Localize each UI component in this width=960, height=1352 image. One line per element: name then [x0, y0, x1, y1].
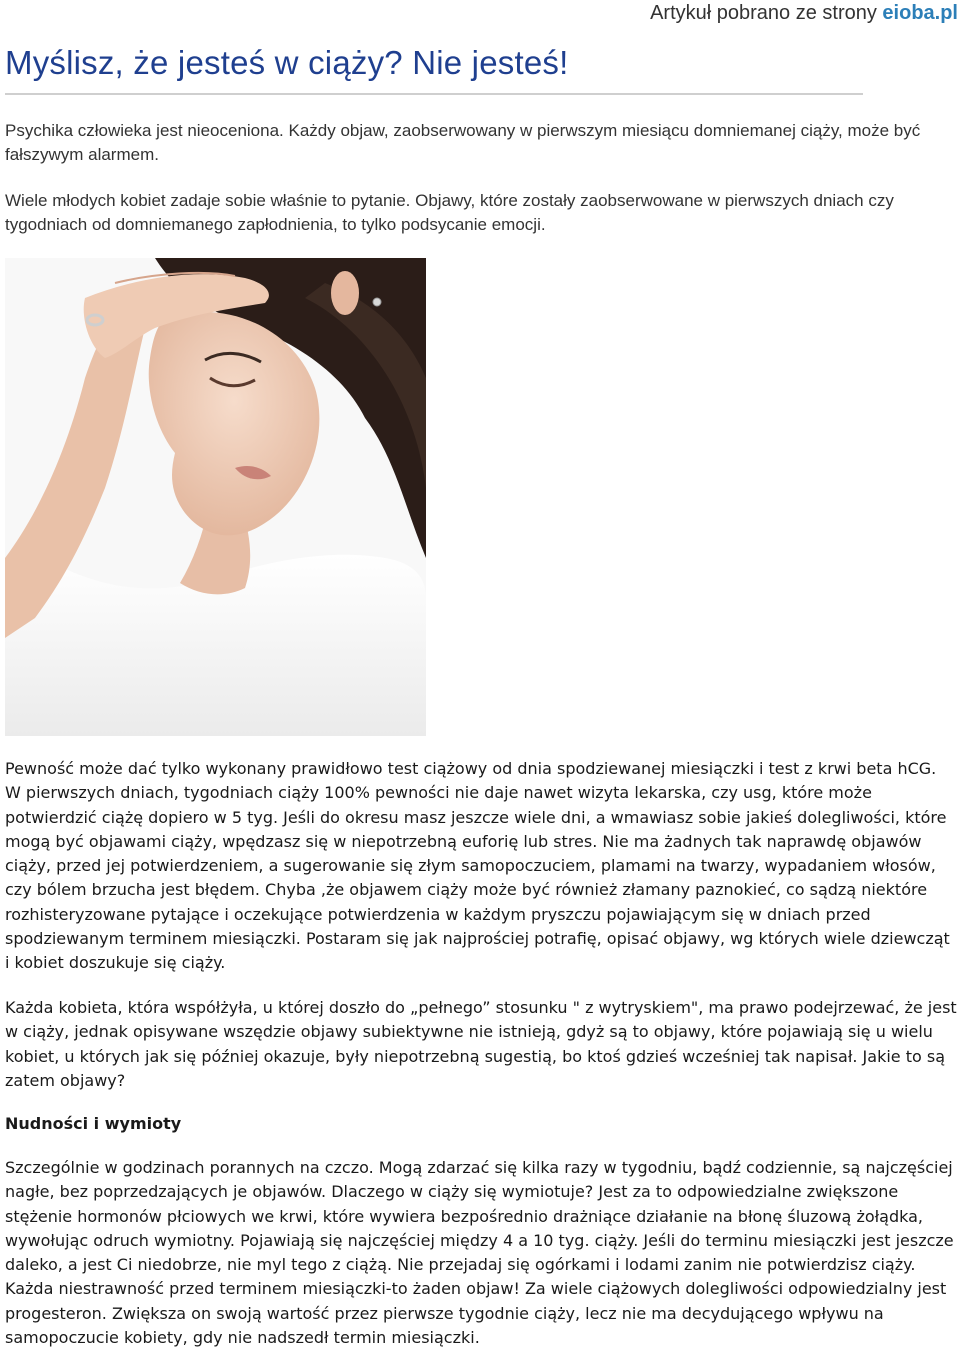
- body-paragraph-1: Pewność może dać tylko wykonany prawidłowo test ciążowy od dnia spodziewanej miesiączki i test z krwi beta hCG. W pierwszych dniach, tygodniach ciąży 100% pewności nie daje nawet wizyta lekarska, czy usg, które może potwierdzić ciążę dopiero w 5 tyg. Jeśli do okresu masz jeszcze wiele dni, a wmawiasz sobie jakieś dolegliwości, które mogą być objawami ciąży, wpędzasz się w niepotrzebną euforię lub stres. Nie ma żadnych tak naprawdę objawów ciąży, przed jej potwierdzeniem, a sugerowanie się złym samopoczuciem, plamami na twarzy, wypadaniem włosów, czy bólem brzucha jest błędem. Chyba ,że objawem ciąży może być również złamany paznokieć, co sądzą niektóre rozhisteryzowane pytające i oczekujące potwierdzenia w każdym pryszczu pojawiającym się w dniach przed spodziewanym terminem miesiączki. Postaram się jak najprościej potrafię, opisać objawy, wg których wiele dziewcząt i kobiet doszukuje się ciąży.: [5, 759, 950, 973]
- article-title: Myślisz, że jesteś w ciąży? Nie jesteś!: [5, 44, 569, 81]
- source-attribution: [650, 2, 958, 25]
- intro-paragraph-1: Psychika człowieka jest nieoceniona. Każdy objaw, zaobserwowany w pierwszym miesiącu domniemanej ciąży, może być fałszywym alarmem.: [5, 121, 921, 164]
- source-prefix: Artykuł pobrano ze strony: [650, 2, 883, 24]
- body-paragraph-2: Każda kobieta, która współżyła, u której doszło do „pełnego” stosunku " z wytryskiem", ma prawo podejrzewać, że jest w ciąży, jednak opisywane wszędzie objawy subiektywne nie istnieją, gdyż są to objawy, które pojawiają się u wielu kobiet, u których jak się później okazuje, były niepotrzebną sugestią, bo ktoś gdzieś wcześniej tak napisał. Jakie to są zatem objawy?: [5, 998, 957, 1090]
- source-link[interactable]: eioba.pl: [882, 2, 958, 24]
- section-heading-nausea: Nudności i wymioty: [5, 1114, 182, 1133]
- woman-photo-illustration: [5, 258, 426, 736]
- section-paragraph: Szczególnie w godzinach porannych na czczo. Mogą zdarzać się kilka razy w tygodniu, bądź codziennie, są najczęściej nagłe, bez poprzedzających je objawów. Dlaczego w ciąży się wymiotuje? Jest za to odpowiedzialne zwiększone stężenie hormonów płciowych we krwi, które wywiera bezpośrednio drażniące działanie na błonę śluzową żołądka, wywołując odruch wymiotny. Pojawiają się najczęściej między 4 a 10 tyg. ciąży. Jeśli do terminu miesiączki jest jeszcze daleko, a jest Ci niedobrze, nie myl tego z ciążą. Nie przejadaj się ogórkami i lodami zanim nie potwierdzisz ciąży. Każda niestrawność przed terminem miesiączki-to żaden objaw! Za wiele ciążowych dolegliwości odpowiedzialny jest progesteron. Zwiększa on swoją wartość przez pierwsze tygodnie ciąży, lecz nie ma decydującego wpływu na samopoczucie kobiety, gdy nie nadszedł termin miesiączki.: [5, 1158, 954, 1348]
- article-photo: [5, 258, 426, 736]
- intro-paragraph-2: Wiele młodych kobiet zadaje sobie właśnie to pytanie. Objawy, które zostały zaobserwowane w pierwszych dniach czy tygodniach od domniemanego zapłodnienia, to tylko podsycanie emocji.: [5, 191, 894, 234]
- title-divider: [5, 93, 863, 95]
